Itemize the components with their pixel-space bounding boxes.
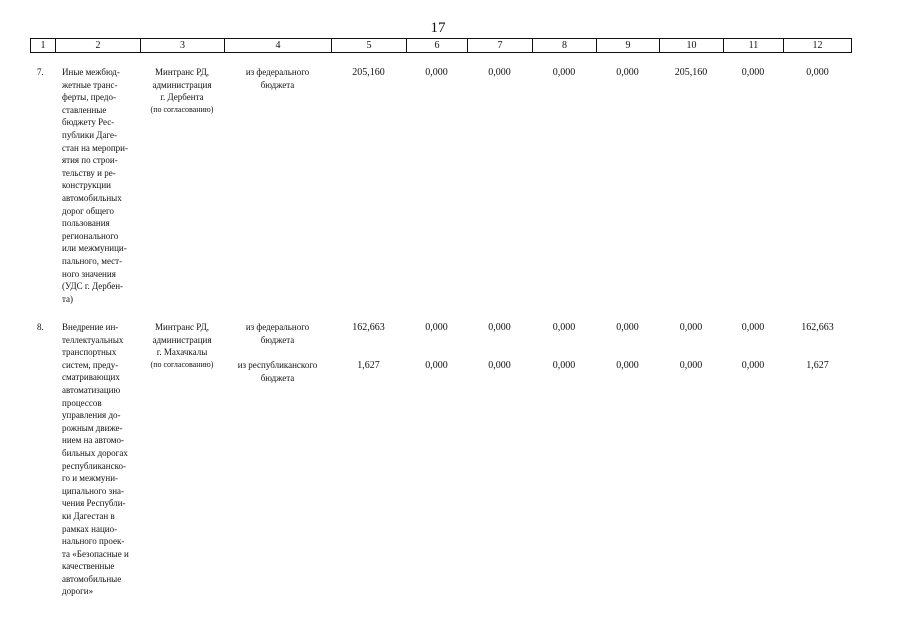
value-col-6: 0,000 <box>425 322 448 333</box>
row-number: 8. <box>37 322 44 332</box>
value-col-12: 1,627 <box>806 360 829 371</box>
row-name: Иные межбюд- жетные транс- ферты, предо- ставленные бюджету Рес- публики Даге- стан на меропри- ятия по строи- тельству и ре- конструкции автомобильных дорог общего пользования регионального или межмуници- пального, мест- ного значения (УДС г. Дербен- та) <box>62 67 128 304</box>
table-header-row <box>30 38 852 53</box>
value-col-7: 0,000 <box>488 322 511 333</box>
funding-source: из республиканского бюджета <box>237 360 318 383</box>
row-number: 7. <box>37 67 44 77</box>
header-col-2: 2 <box>55 39 140 52</box>
value-col-12: 0,000 <box>806 67 829 78</box>
value-col-10: 0,000 <box>679 322 703 333</box>
value-col-12: 162,663 <box>801 322 834 333</box>
header-col-10: 10 <box>659 39 723 52</box>
value-col-11: 0,000 <box>741 322 765 333</box>
value-col-8: 0,000 <box>552 322 576 333</box>
header-col-12: 12 <box>783 39 852 52</box>
value-col-8: 0,000 <box>552 360 576 371</box>
page-number: 17 <box>430 20 446 36</box>
header-col-11: 11 <box>723 39 783 52</box>
value-col-5: 205,160 <box>352 67 385 78</box>
row-executor: Минтранс РД, администрация г. Дербента (по согласованию) <box>140 66 224 116</box>
value-col-11: 0,000 <box>741 67 765 78</box>
header-col-9: 9 <box>596 39 659 52</box>
value-col-9: 0,000 <box>616 322 639 333</box>
header-col-4: 4 <box>224 39 331 52</box>
funding-source: из федерального бюджета <box>245 67 310 90</box>
row-executor: Минтранс РД, администрация г. Махачкалы (по согласованию) <box>140 321 224 371</box>
value-col-10: 205,160 <box>674 67 708 78</box>
value-col-10: 0,000 <box>679 360 703 371</box>
value-col-5: 162,663 <box>352 322 385 333</box>
header-col-5: 5 <box>331 39 406 52</box>
header-col-1: 1 <box>30 39 55 52</box>
value-col-5: 1,627 <box>357 360 380 371</box>
header-col-7: 7 <box>467 39 532 52</box>
value-col-9: 0,000 <box>616 360 639 371</box>
value-col-9: 0,000 <box>616 67 639 78</box>
executor-note: (по согласованию) <box>150 359 214 369</box>
value-col-6: 0,000 <box>425 360 448 371</box>
funding-source: из федерального бюджета <box>245 322 310 345</box>
value-col-11: 0,000 <box>741 360 765 371</box>
value-col-6: 0,000 <box>425 67 448 78</box>
row-name: Внедрение ин- теллектуальных транспортных систем, преду- сматривающих автоматизацию процессов управления до- рожным движе- нием на автомо- бильных дорогах республиканско- го и межмуни- ципального зна- чения Республи- ки Дагестан в рамках нацио- нального проек- та «Безопасные и качественные автомобильные дороги» <box>62 322 129 597</box>
header-col-6: 6 <box>406 39 467 52</box>
header-col-8: 8 <box>532 39 596 52</box>
executor-note: (по согласованию) <box>150 104 214 114</box>
header-col-3: 3 <box>140 39 224 52</box>
value-col-7: 0,000 <box>488 360 511 371</box>
value-col-7: 0,000 <box>488 67 511 78</box>
value-col-8: 0,000 <box>552 67 576 78</box>
